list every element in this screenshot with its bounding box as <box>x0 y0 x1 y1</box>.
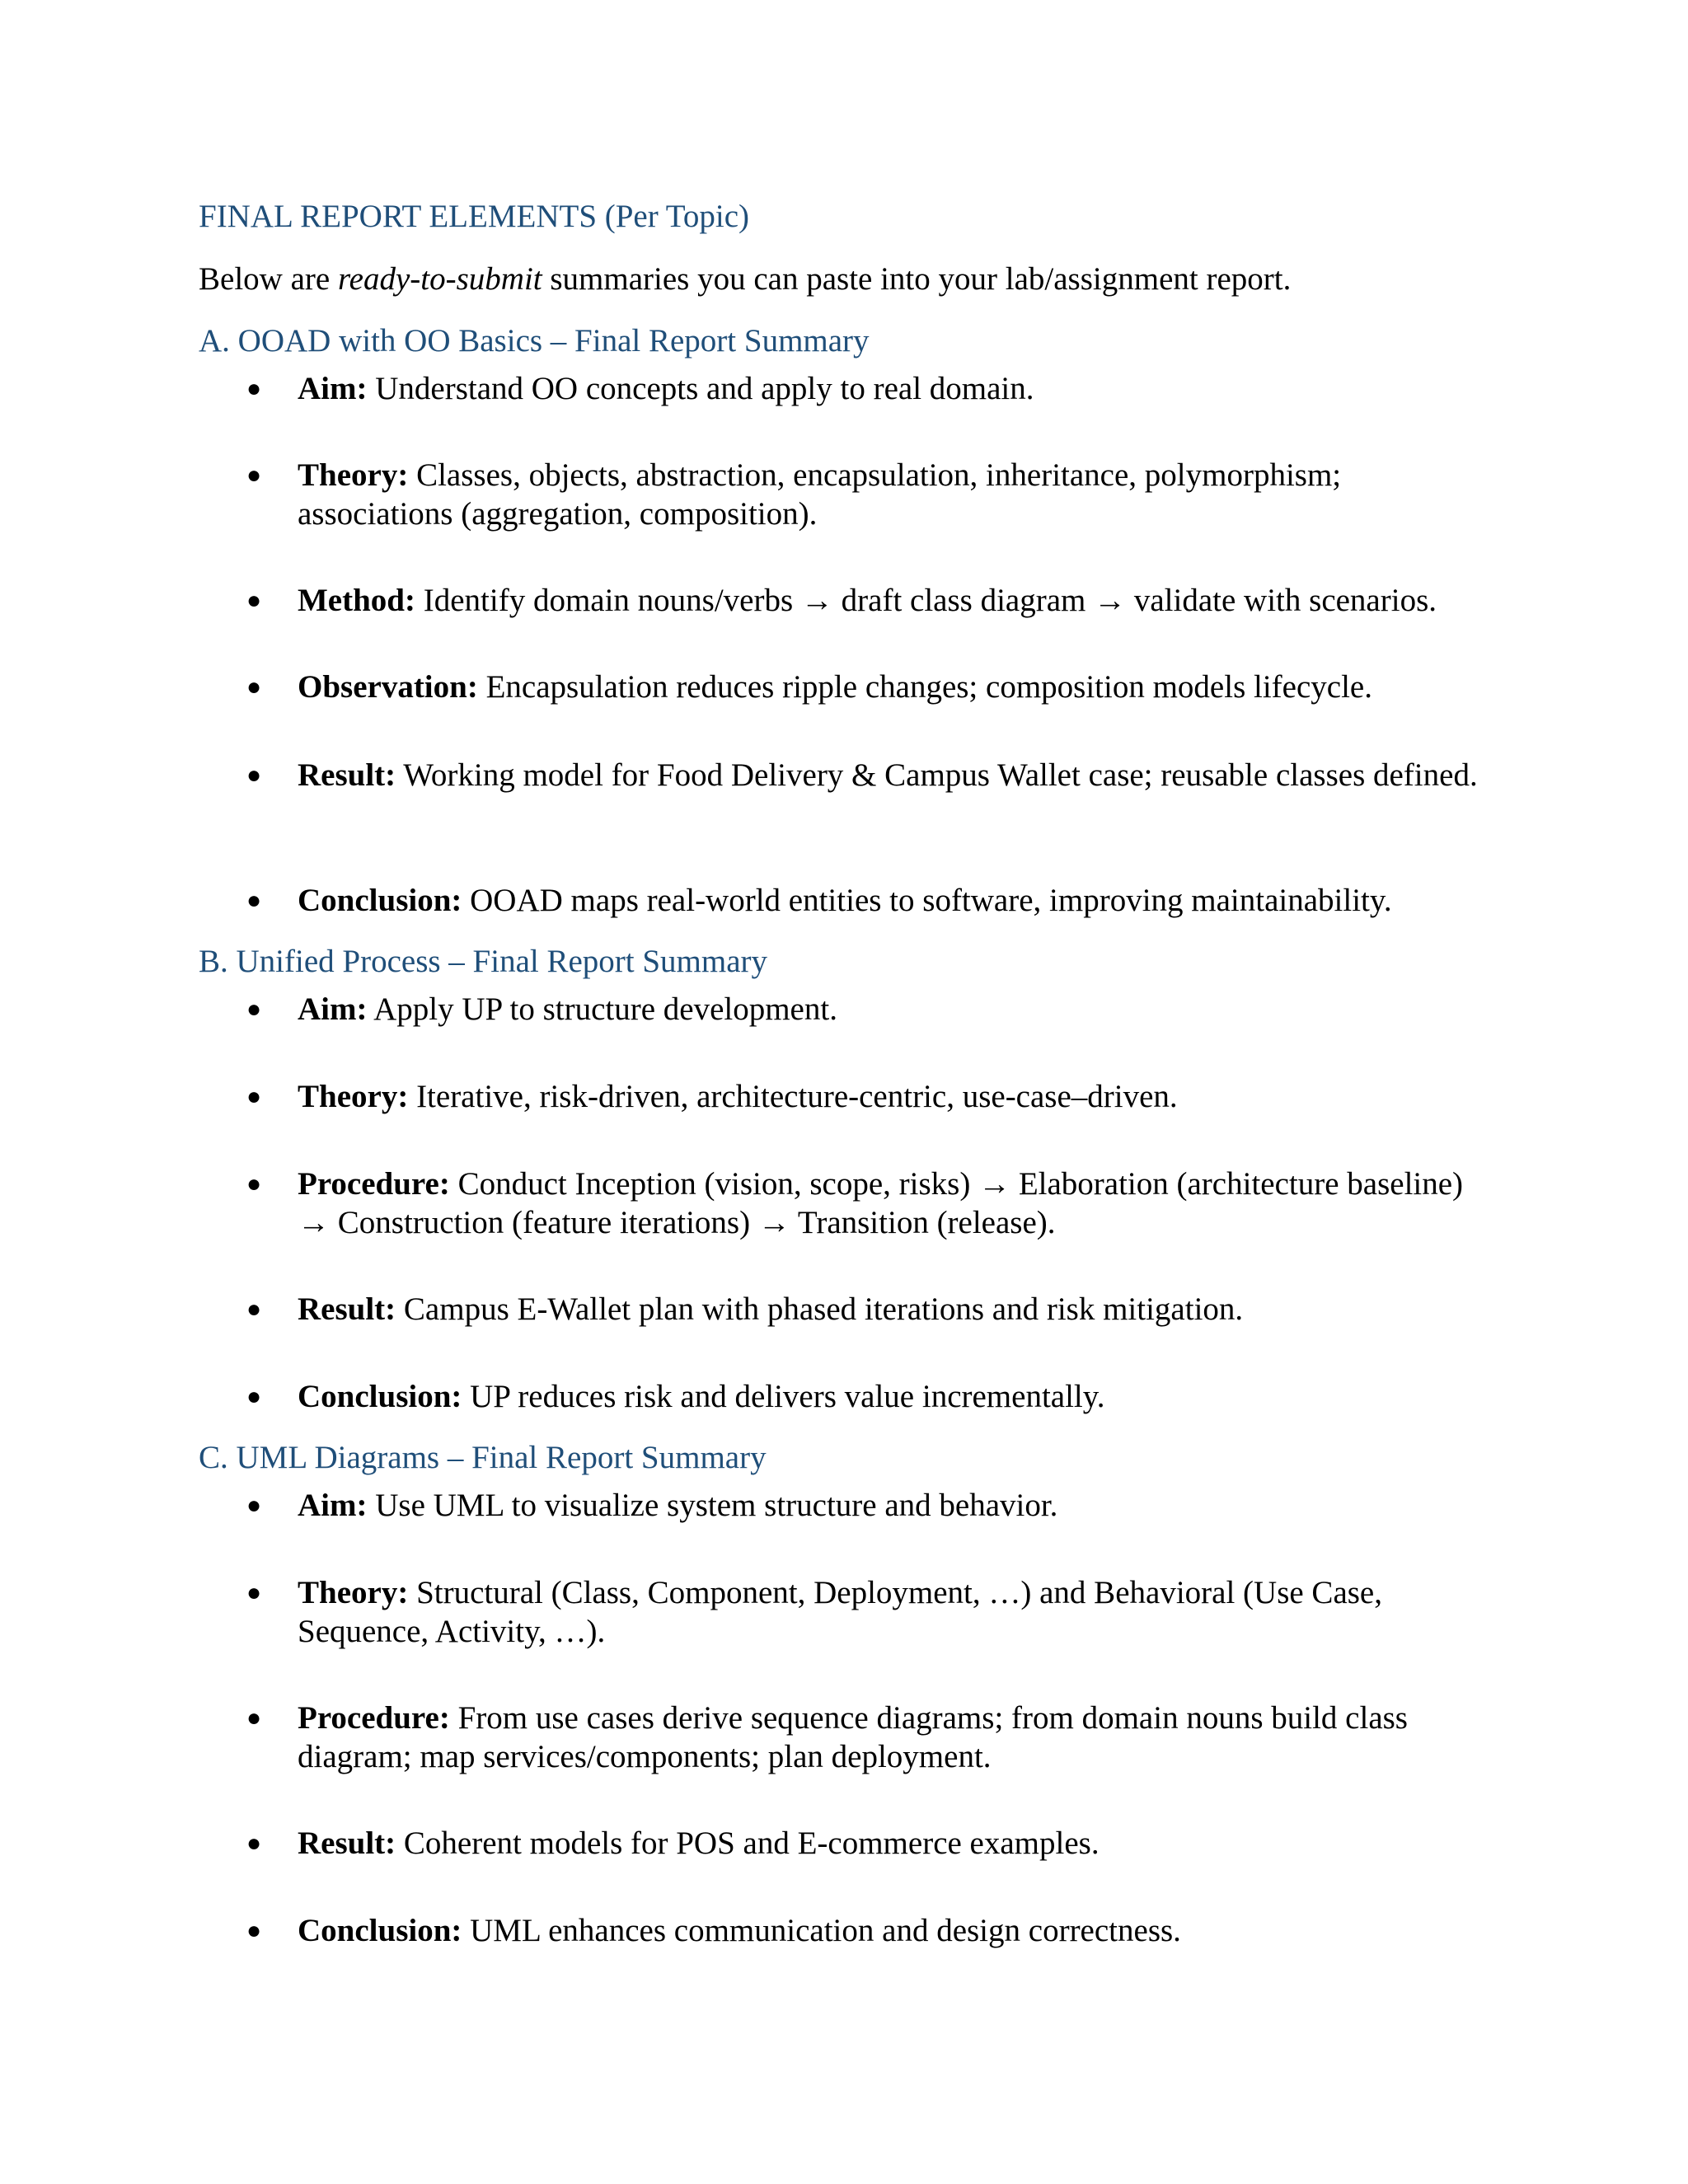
item-label: Method: <box>298 583 415 618</box>
intro-emphasis: ready-to-submit <box>337 261 542 297</box>
bullet-icon: ● <box>246 1917 262 1944</box>
list-item-ooad-observation <box>246 668 1501 706</box>
item-text: UP reduces risk and delivers value incrementally. <box>462 1379 1105 1414</box>
bullet-icon: ● <box>246 1083 262 1110</box>
intro-text-before: Below are <box>199 261 338 297</box>
bullet-icon: ● <box>246 375 262 402</box>
list-item-up-aim <box>246 990 1501 1029</box>
item-label: Result: <box>298 1291 396 1327</box>
item-text: Use UML to visualize system structure and behavior. <box>367 1488 1058 1523</box>
item-text: Coherent models for POS and E-commerce examples. <box>396 1825 1100 1861</box>
item-label: Result: <box>298 1825 396 1861</box>
item-text: Understand OO concepts and apply to real domain. <box>367 371 1034 406</box>
item-label: Conclusion: <box>298 883 462 918</box>
item-label: Theory: <box>298 1575 409 1610</box>
item-label: Theory: <box>298 1079 409 1114</box>
item-text: OOAD maps real-world entities to software, improving maintainability. <box>462 883 1392 918</box>
list-item-up-result <box>246 1290 1501 1329</box>
item-label: Observation: <box>298 669 478 705</box>
bullet-icon: ● <box>246 1579 262 1606</box>
list-item-ooad-aim <box>246 369 1501 408</box>
list-item-ooad-theory <box>246 456 1501 533</box>
item-label: Conclusion: <box>298 1913 462 1948</box>
list-item-up-conclusion <box>246 1377 1501 1416</box>
bullet-icon: ● <box>246 1492 262 1519</box>
item-text: Classes, objects, abstraction, encapsulation, inheritance, polymorphism; associations (aggregation, composition). <box>298 457 1342 532</box>
item-label: Result: <box>298 757 396 793</box>
item-label: Procedure: <box>298 1166 450 1202</box>
item-text: UML enhances communication and design correctness. <box>462 1913 1181 1948</box>
bullet-icon: ● <box>246 1170 262 1197</box>
list-item-uml-result <box>246 1824 1501 1863</box>
bullet-icon: ● <box>246 673 262 701</box>
bullet-icon: ● <box>246 762 262 789</box>
list-item-uml-theory <box>246 1573 1501 1651</box>
list-item-up-theory <box>246 1077 1501 1116</box>
list-item-uml-aim <box>246 1486 1501 1525</box>
list-item-ooad-method <box>246 581 1501 620</box>
item-label: Aim: <box>298 1488 368 1523</box>
bullet-icon: ● <box>246 1704 262 1732</box>
list-item-uml-conclusion <box>246 1911 1501 1950</box>
list-item-ooad-conclusion <box>246 881 1501 920</box>
section-heading-unified-process: B. Unified Process – Final Report Summary <box>199 944 768 979</box>
intro-paragraph <box>199 260 1291 299</box>
section-heading-uml: C. UML Diagrams – Final Report Summary <box>199 1440 767 1475</box>
item-text: From use cases derive sequence diagrams; from domain nouns build class diagram; map services/components; plan deployment. <box>298 1700 1408 1774</box>
item-text: Encapsulation reduces ripple changes; composition models lifecycle. <box>477 669 1372 705</box>
item-text: Identify domain nouns/verbs → draft class diagram → validate with scenarios. <box>415 583 1437 618</box>
bullet-icon: ● <box>246 1296 262 1323</box>
item-text: Campus E-Wallet plan with phased iterations and risk mitigation. <box>396 1291 1244 1327</box>
item-label: Procedure: <box>298 1700 450 1736</box>
item-text: Iterative, risk-driven, architecture-centric, use-case–driven. <box>408 1079 1178 1114</box>
list-item-up-procedure <box>246 1165 1501 1242</box>
item-label: Aim: <box>298 991 368 1027</box>
item-label: Aim: <box>298 371 368 406</box>
bullet-icon: ● <box>246 996 262 1023</box>
item-text: Working model for Food Delivery & Campus Wallet case; reusable classes defined. <box>396 757 1478 793</box>
bullet-icon: ● <box>246 1383 262 1410</box>
section-heading-ooad: A. OOAD with OO Basics – Final Report Summary <box>199 323 870 359</box>
intro-text-after: summaries you can paste into your lab/assignment report. <box>542 261 1292 297</box>
document-title: FINAL REPORT ELEMENTS (Per Topic) <box>199 199 750 234</box>
list-item-uml-procedure <box>246 1699 1501 1776</box>
bullet-icon: ● <box>246 887 262 914</box>
item-text: Apply UP to structure development. <box>367 991 837 1027</box>
item-label: Conclusion: <box>298 1379 462 1414</box>
list-item-ooad-result <box>246 756 1501 794</box>
bullet-icon: ● <box>246 587 262 614</box>
bullet-icon: ● <box>246 1830 262 1857</box>
bullet-icon: ● <box>246 462 262 489</box>
item-label: Theory: <box>298 457 409 493</box>
item-text: Structural (Class, Component, Deployment, …) and Behavioral (Use Case, Sequence, Activity, …). <box>298 1575 1382 1649</box>
item-text: Conduct Inception (vision, scope, risks) → Elaboration (architecture baseline) → Construction (feature iterations) → Transition (release). <box>298 1166 1464 1240</box>
